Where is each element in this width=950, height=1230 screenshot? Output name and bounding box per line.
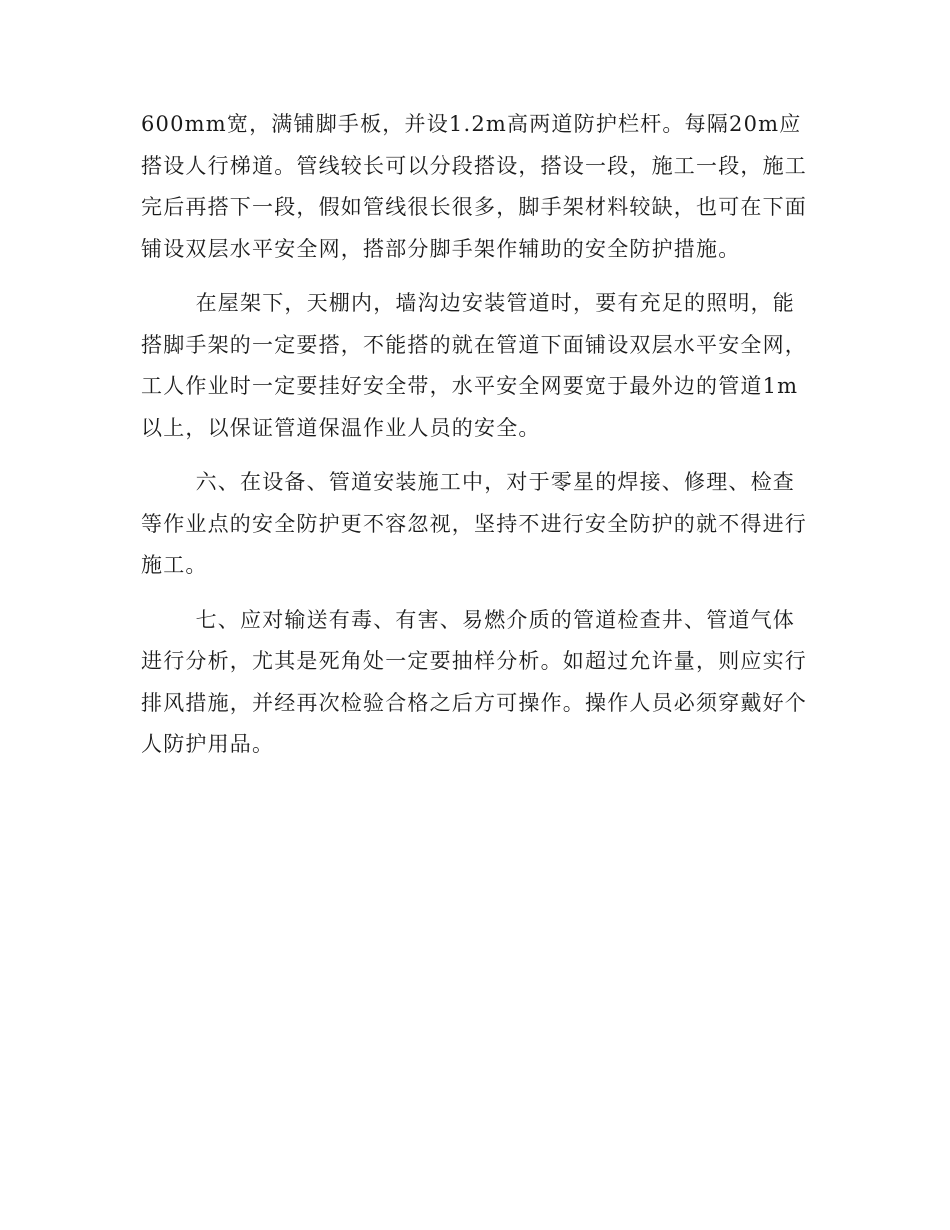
paragraph-scaffolding-continuation: 600mm宽，满铺脚手板，并设1.2m高两道防护栏杆。每隔20m应搭设人行梯道。管线较长可以分段搭设，搭设一段，施工一段，施工完后再搭下一段，假如管线很长很多，脚手架材料较缺，也可在下面铺设双层水平安全网，搭部分脚手架作辅助的安全防护措施。 — [141, 112, 807, 261]
paragraph-item-six: 六、在设备、管道安装施工中，对于零星的焊接、修理、检查等作业点的安全防护更不容忽视，坚持不进行安全防护的就不得进行施工。 — [141, 470, 807, 577]
paragraph-roof-truss-installation: 在屋架下，天棚内，墙沟边安装管道时，要有充足的照明，能搭脚手架的一定要搭，不能搭的就在管道下面铺设双层水平安全网，工人作业时一定要挂好安全带，水平安全网要宽于最外边的管道1m以上，以保证管道保温作业人员的安全。 — [141, 291, 807, 440]
document-body — [141, 104, 811, 779]
paragraph-item-seven: 七、应对输送有毒、有害、易燃介质的管道检查井、管道气体进行分析，尤其是死角处一定要抽样分析。如超过允许量，则应实行排风措施，并经再次检验合格之后方可操作。操作人员必须穿戴好个人防护用品。 — [141, 607, 807, 756]
